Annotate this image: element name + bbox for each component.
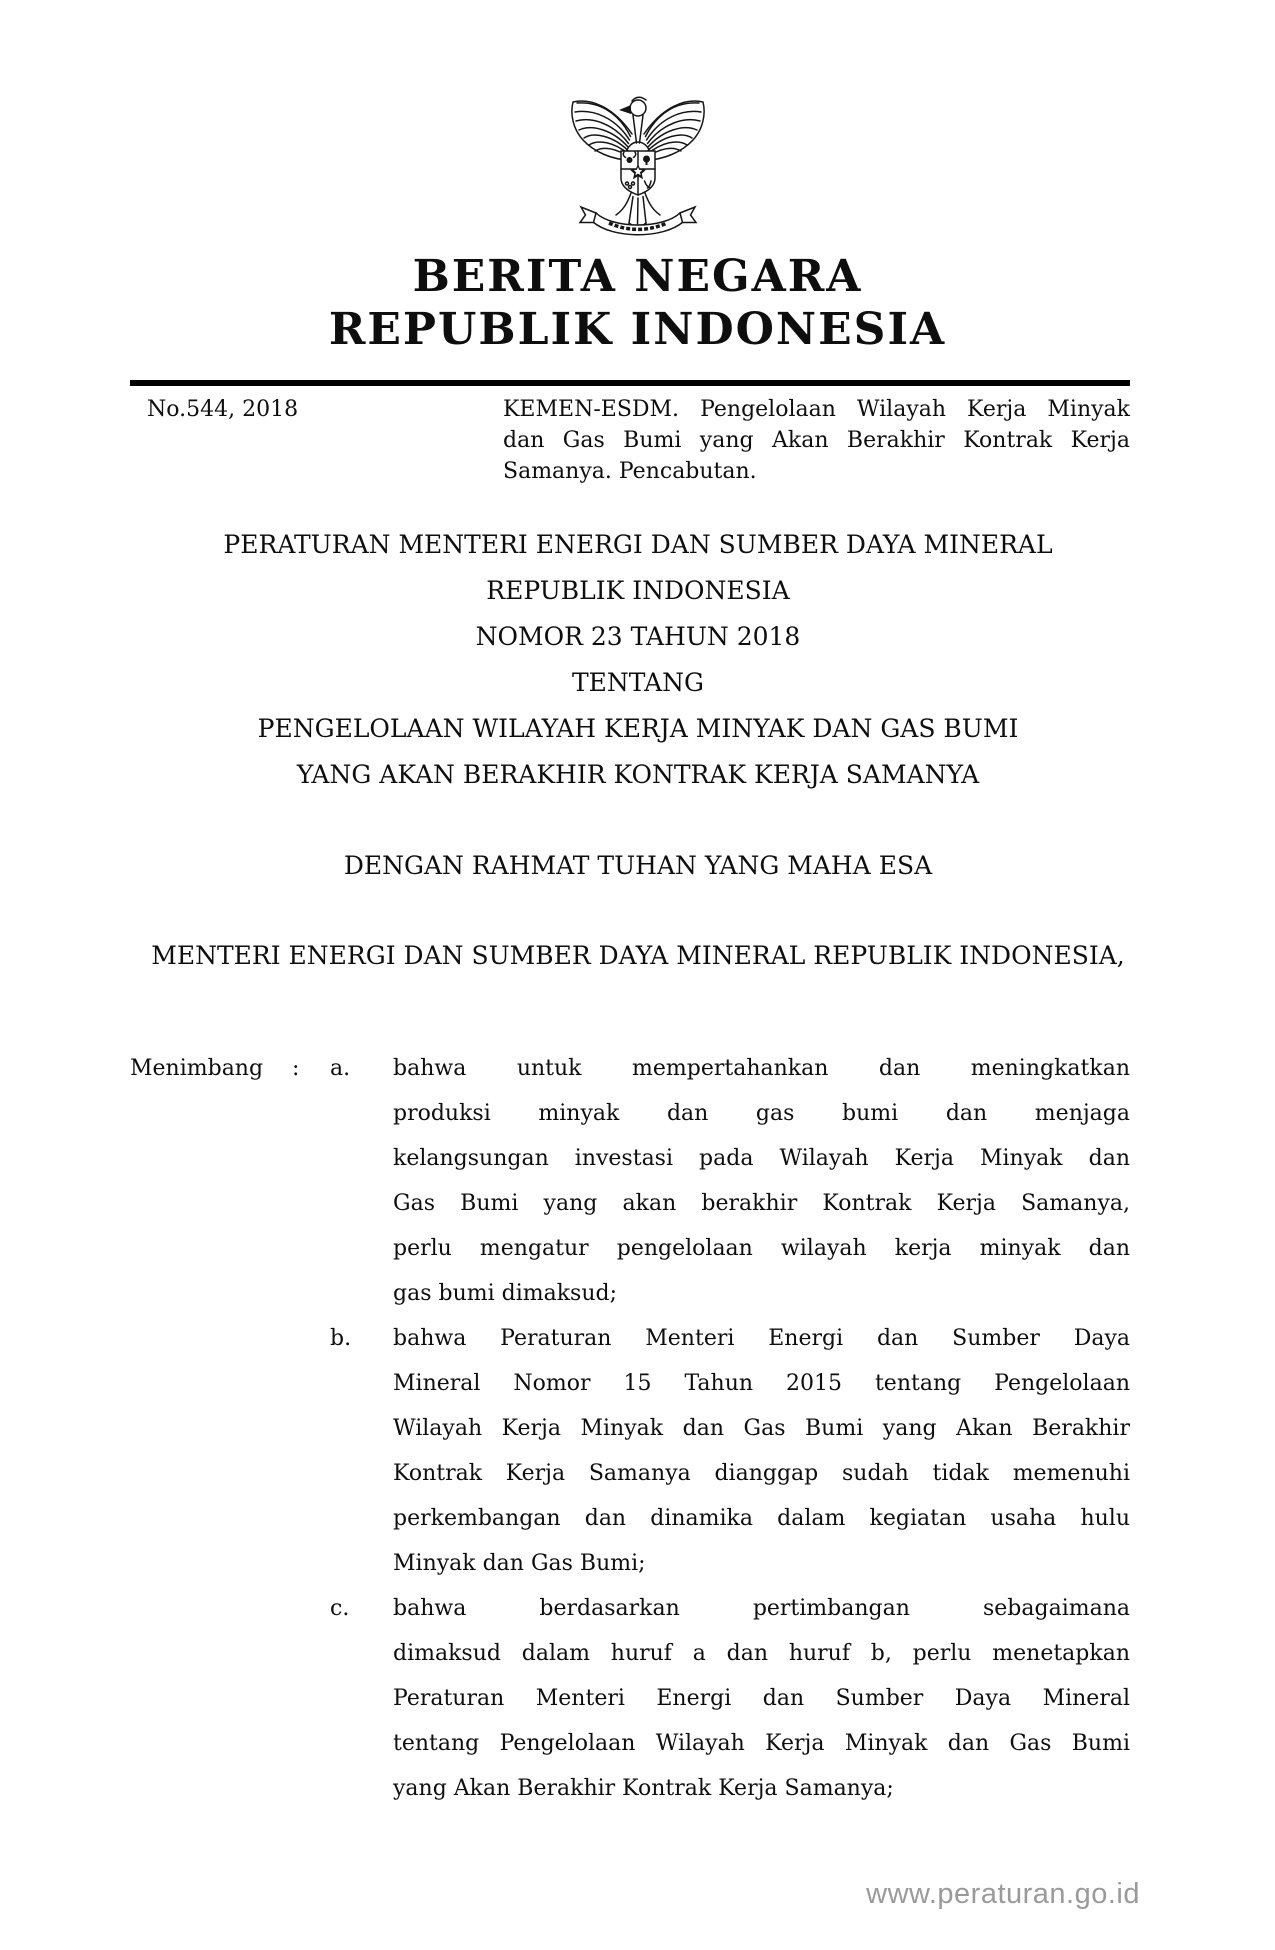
shield (621, 151, 655, 195)
consideration-item-b (130, 1316, 1130, 1586)
consideration-text: bahwa untuk mempertahankan dan meningkatkan produksi minyak dan gas bumi dan menjaga kelangsungan investasi pada Wilayah Kerja Minyak dan Gas Bumi yang akan berakhir Kontrak Kerja Samanya, perlu mengatur pengelolaan wilayah kerja minyak dan gas bumi dimaksud; (393, 1056, 1130, 1306)
considerations-section (130, 1046, 1130, 1811)
regulation-title-line: TENTANG (571, 668, 704, 697)
regulation-title-line: NOMOR 23 TAHUN 2018 (475, 622, 801, 651)
regulation-title-line: YANG AKAN BERAKHIR KONTRAK KERJA SAMANYA (296, 760, 980, 789)
consideration-marker: b. (330, 1326, 352, 1351)
consideration-text: bahwa berdasarkan pertimbangan sebagaimana dimaksud dalam huruf a dan huruf b, perlu menetapkan Peraturan Menteri Energi dan Sumber Daya Mineral tentang Pengelolaan Wilayah Kerja Minyak dan Gas Bumi yang Akan Berakhir Kontrak Kerja Samanya; (393, 1596, 1130, 1801)
masthead-line2: REPUBLIK INDONESIA (328, 304, 947, 355)
consideration-item-a (130, 1046, 1130, 1316)
consideration-marker: c. (330, 1596, 350, 1621)
considerations-label: Menimbang (130, 1056, 264, 1081)
considerations-colon: : (292, 1056, 300, 1081)
consideration-marker: a. (330, 1056, 351, 1081)
gazette-subject-abstract: KEMEN-ESDM. Pengelolaan Wilayah Kerja Minyak dan Gas Bumi yang Akan Berakhir Kontrak Kerja Samanya. Pencabutan. (503, 397, 1130, 484)
garuda-pancasila-icon (563, 84, 713, 246)
consideration-text: bahwa Peraturan Menteri Energi dan Sumber Daya Mineral Nomor 15 Tahun 2015 tentang Pengelolaan Wilayah Kerja Minyak dan Gas Bumi yang Akan Berakhir Kontrak Kerja Samanya dianggap sudah tidak memenuhi perkembangan dan dinamika dalam kegiatan usaha hulu Minyak dan Gas Bumi; (393, 1326, 1130, 1576)
legs-tail (616, 193, 660, 227)
masthead-divider (130, 380, 1130, 386)
consideration-item-c (130, 1586, 1130, 1811)
masthead-line1: BERITA NEGARA (412, 251, 863, 302)
watermark-url: www.peraturan.go.id (866, 1878, 1140, 1910)
gazette-masthead (0, 250, 1275, 356)
regulation-title-line: PENGELOLAAN WILAYAH KERJA MINYAK DAN GAS BUMI (257, 714, 1019, 743)
enacting-authority-line: MENTERI ENERGI DAN SUMBER DAYA MINERAL REPUBLIK INDONESIA, (151, 941, 1125, 970)
invocation-line: DENGAN RAHMAT TUHAN YANG MAHA ESA (343, 851, 933, 880)
regulation-title-line: REPUBLIK INDONESIA (486, 576, 790, 605)
regulation-title (68, 522, 1208, 798)
regulation-title-line: PERATURAN MENTERI ENERGI DAN SUMBER DAYA MINERAL (223, 530, 1053, 559)
gazette-number: No.544, 2018 (147, 397, 299, 422)
